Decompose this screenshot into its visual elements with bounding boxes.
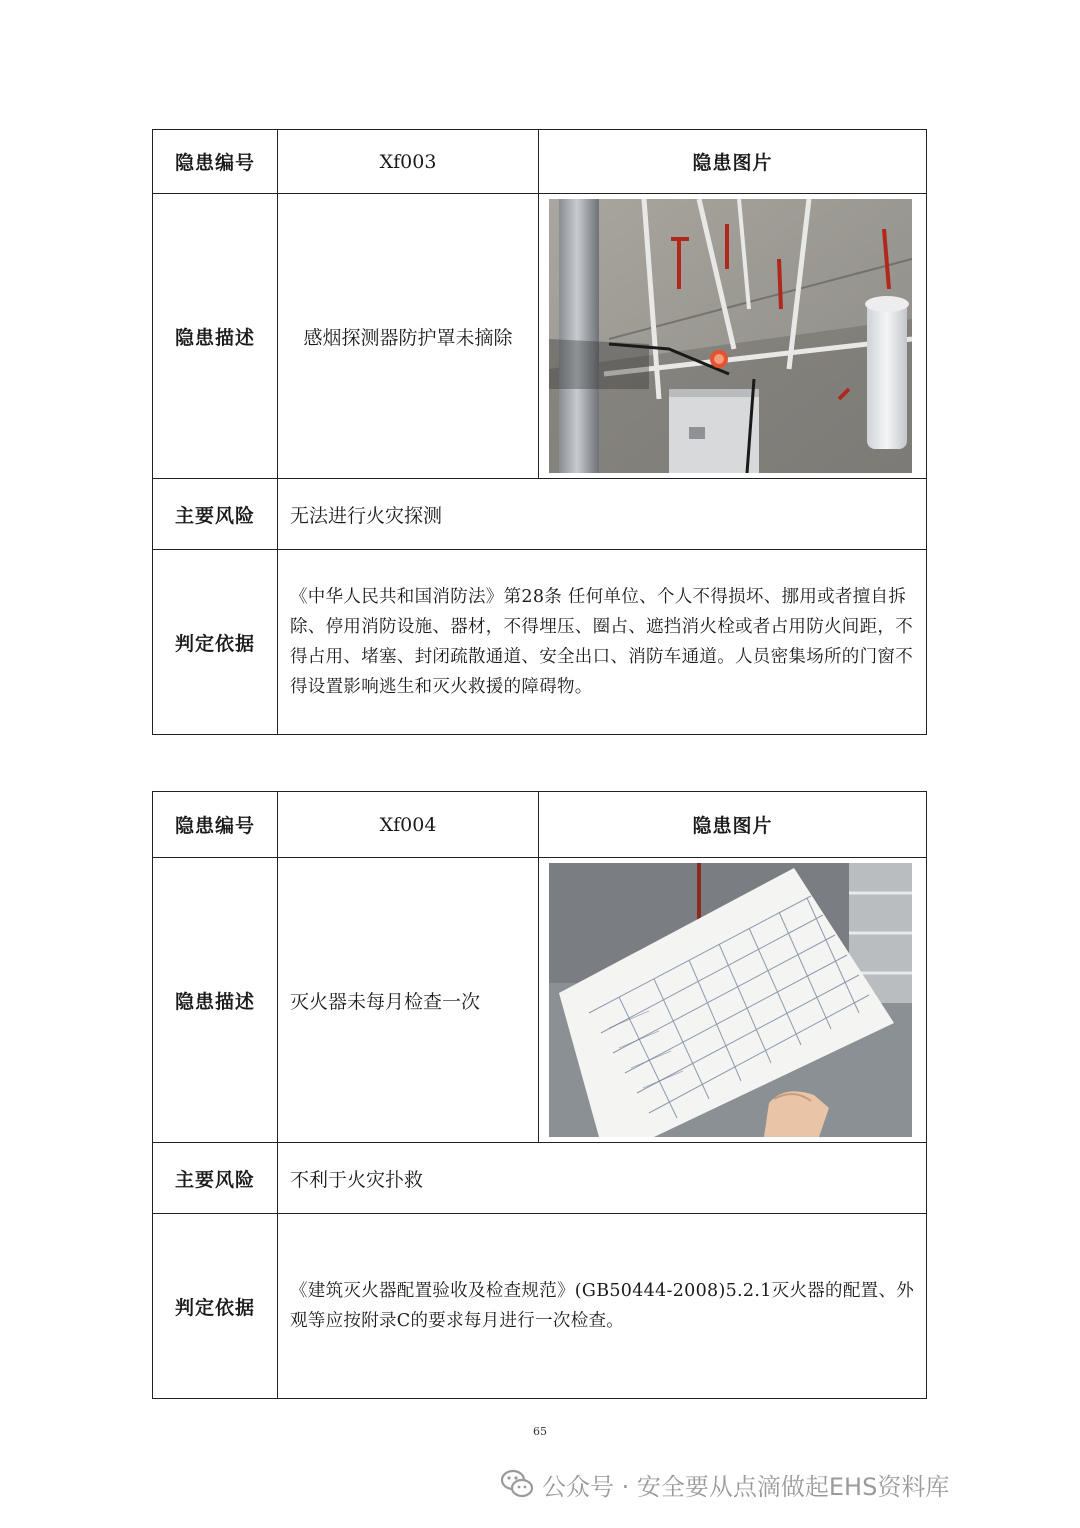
hazard-image-label: 隐患图片	[539, 792, 927, 858]
hazard-id-value: Xf003	[278, 130, 539, 194]
hazard-basis-value: 《中华人民共和国消防法》第28条 任何单位、个人不得损坏、挪用或者擅自拆除、停用消防设施、器材，不得埋压、圈占、遮挡消火栓或者占用防火间距，不得占用、堵塞、封闭疏散通道、安全出口、消防车通道。人员密集场所的门窗不得设置影响逃生和灭火救援的障碍物。	[278, 550, 927, 735]
hazard-table-xf003	[152, 129, 927, 735]
page-number: 65	[533, 1425, 547, 1438]
hazard-risk-row	[153, 1143, 927, 1214]
watermark	[500, 1464, 949, 1504]
hazard-id-label: 隐患编号	[153, 792, 278, 858]
hazard-description-label: 隐患描述	[153, 858, 278, 1143]
hazard-description-row	[153, 858, 927, 1143]
hazard-description-value: 灭火器未每月检查一次	[278, 858, 539, 1143]
hazard-table-xf004	[152, 791, 927, 1399]
hazard-id-label: 隐患编号	[153, 130, 278, 194]
hazard-description-label: 隐患描述	[153, 194, 278, 479]
hazard-basis-label: 判定依据	[153, 1214, 278, 1399]
wechat-icon	[500, 1467, 534, 1501]
hazard-id-row	[153, 130, 927, 194]
hazard-basis-row	[153, 1214, 927, 1399]
hazard-id-row	[153, 792, 927, 858]
hazard-image-label: 隐患图片	[539, 130, 927, 194]
hazard-risk-label: 主要风险	[153, 479, 278, 550]
hazard-id-value: Xf004	[278, 792, 539, 858]
hazard-description-row	[153, 194, 927, 479]
smoke-detector-photo	[549, 199, 912, 473]
hazard-basis-label: 判定依据	[153, 550, 278, 735]
hazard-basis-row	[153, 550, 927, 735]
hazard-risk-label: 主要风险	[153, 1143, 278, 1214]
hazard-description-value: 感烟探测器防护罩未摘除	[278, 194, 539, 479]
inspection-record-photo	[549, 863, 912, 1137]
hazard-risk-value: 不利于火灾扑救	[278, 1143, 927, 1214]
watermark-text: 公众号 · 安全要从点滴做起EHS资料库	[542, 1472, 950, 1501]
hazard-photo-cell	[539, 194, 927, 479]
hazard-risk-value: 无法进行火灾探测	[278, 479, 927, 550]
hazard-risk-row	[153, 479, 927, 550]
hazard-basis-value: 《建筑灭火器配置验收及检查规范》(GB50444-2008)5.2.1灭火器的配置、外观等应按附录C的要求每月进行一次检查。	[278, 1214, 927, 1399]
hazard-photo-cell	[539, 858, 927, 1143]
